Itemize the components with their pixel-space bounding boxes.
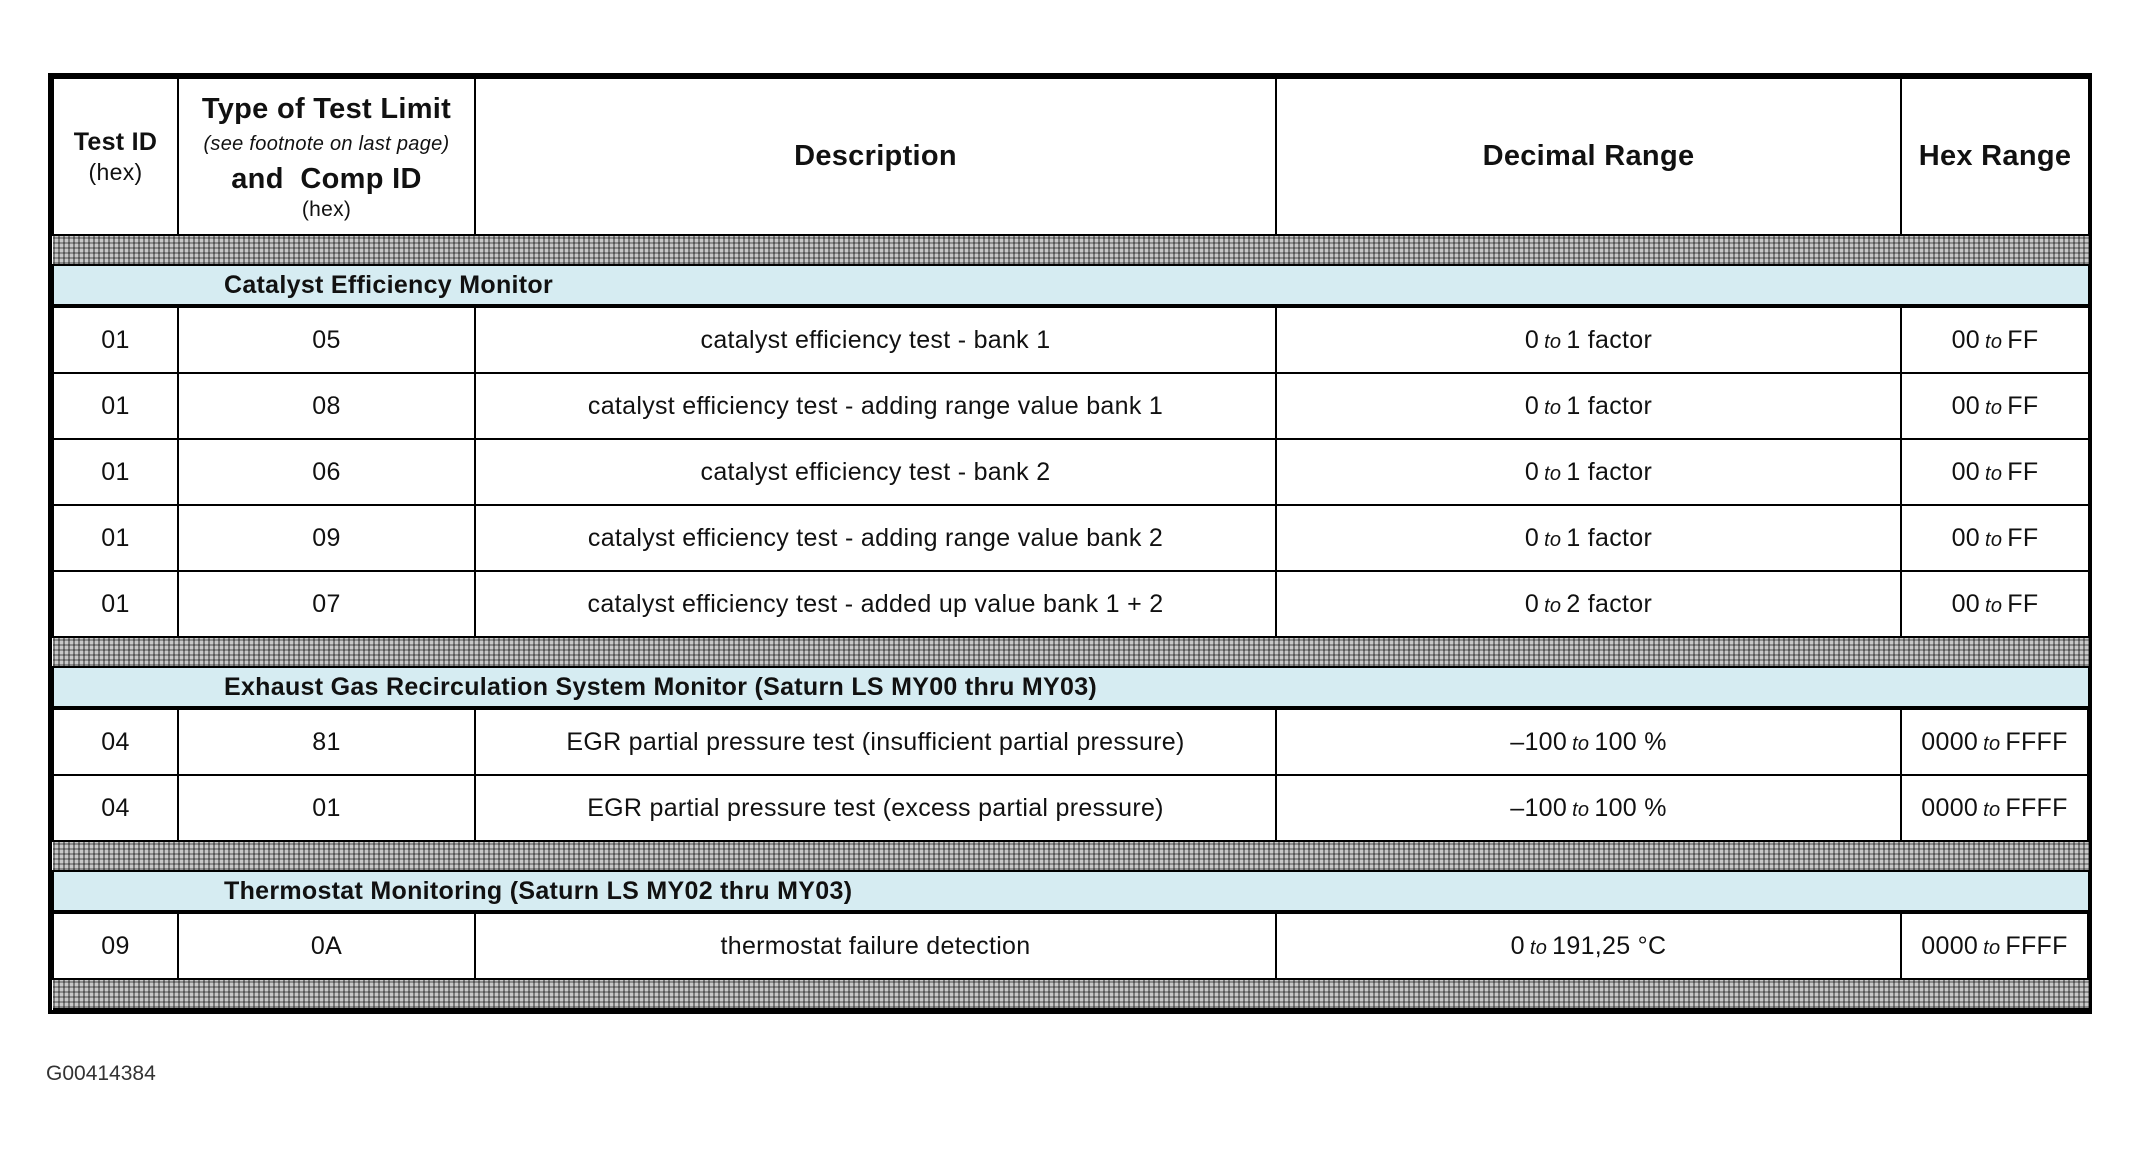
range-connector: to	[1984, 594, 2003, 617]
section-header-row	[53, 667, 2089, 708]
range-connector: to	[1544, 594, 1562, 617]
hex-range-to: FF	[2007, 523, 2039, 552]
hex-range-cell	[1901, 571, 2089, 637]
decimal-range-to: 100 %	[1594, 727, 1667, 756]
description-cell: catalyst efficiency test - adding range value bank 2	[475, 505, 1276, 571]
hex-range-cell	[1901, 439, 2089, 505]
comp-id-cell: 05	[178, 306, 475, 373]
decimal-range-from: 0	[1510, 931, 1525, 960]
header-type-note: (see footnote on last page)	[203, 132, 450, 155]
figure-id: G00414384	[46, 1062, 156, 1085]
comp-id-cell: 0A	[178, 912, 475, 979]
decimal-range-to: 100 %	[1594, 793, 1667, 822]
comp-id-cell: 08	[178, 373, 475, 439]
range-connector: to	[1983, 798, 2001, 821]
separator-band	[53, 841, 2089, 871]
separator-row	[53, 841, 2089, 871]
decimal-range-cell	[1276, 439, 1901, 505]
range-connector: to	[1529, 936, 1548, 959]
decimal-range-to: 1 factor	[1566, 457, 1653, 486]
decimal-range-from: 0	[1524, 523, 1540, 552]
table-row	[53, 306, 2089, 373]
decimal-range-from: 0	[1524, 589, 1540, 618]
decimal-range-cell	[1276, 505, 1901, 571]
range-connector: to	[1983, 732, 2001, 755]
header-description: Description	[475, 78, 1276, 235]
range-connector: to	[1572, 732, 1590, 755]
test-id-cell: 09	[53, 912, 178, 979]
hex-range-from: 00	[1951, 589, 1980, 618]
test-id-cell: 01	[53, 571, 178, 637]
comp-id-cell: 81	[178, 708, 475, 775]
separator-row	[53, 235, 2089, 265]
hex-range-to: FFFF	[2005, 727, 2068, 756]
range-connector: to	[1984, 528, 2003, 551]
table-row	[53, 912, 2089, 979]
hex-range-cell	[1901, 775, 2089, 841]
test-id-cell: 01	[53, 373, 178, 439]
hex-range-from: 00	[1951, 325, 1980, 354]
hex-range-to: FF	[2007, 391, 2039, 420]
header-test-id-label: Test ID	[73, 127, 158, 156]
separator-band	[53, 979, 2089, 1009]
decimal-range-from: 0	[1524, 457, 1540, 486]
table-row	[53, 373, 2089, 439]
decimal-range-from: –100	[1510, 727, 1568, 756]
section-header-row	[53, 265, 2089, 306]
range-connector: to	[1984, 396, 2003, 419]
range-connector: to	[1544, 330, 1562, 353]
hex-range-cell	[1901, 306, 2089, 373]
separator-row	[53, 637, 2089, 667]
hex-range-to: FFFF	[2005, 931, 2068, 960]
decimal-range-cell	[1276, 306, 1901, 373]
decimal-range-from: 0	[1524, 391, 1540, 420]
obd-test-table	[52, 77, 2091, 1010]
header-row	[53, 78, 2089, 235]
header-type-limit-label: Type of Test Limit	[201, 92, 452, 125]
comp-id-cell: 09	[178, 505, 475, 571]
hex-range-cell	[1901, 373, 2089, 439]
decimal-range-to: 1 factor	[1566, 325, 1653, 354]
separator-band	[53, 235, 2089, 265]
header-test-id	[53, 78, 178, 235]
section-title: Catalyst Efficiency Monitor	[53, 265, 2089, 306]
test-id-cell: 04	[53, 708, 178, 775]
comp-id-cell: 07	[178, 571, 475, 637]
description-cell: catalyst efficiency test - adding range value bank 1	[475, 373, 1276, 439]
table-row	[53, 775, 2089, 841]
hex-range-from: 0000	[1921, 727, 1979, 756]
table-row	[53, 439, 2089, 505]
hex-range-from: 0000	[1921, 931, 1979, 960]
comp-id-cell: 06	[178, 439, 475, 505]
obd-test-table-sheet	[48, 73, 2092, 1014]
range-connector: to	[1983, 936, 2001, 959]
table-row	[53, 505, 2089, 571]
range-connector: to	[1544, 396, 1562, 419]
decimal-range-cell	[1276, 571, 1901, 637]
hex-range-to: FF	[2007, 589, 2039, 618]
decimal-range-cell	[1276, 708, 1901, 775]
description-cell: catalyst efficiency test - bank 2	[475, 439, 1276, 505]
hex-range-to: FF	[2007, 325, 2039, 354]
decimal-range-to: 1 factor	[1566, 523, 1653, 552]
decimal-range-to: 1 factor	[1566, 391, 1653, 420]
decimal-range-cell	[1276, 775, 1901, 841]
test-id-cell: 01	[53, 439, 178, 505]
section-title: Exhaust Gas Recirculation System Monitor (Saturn LS MY00 thru MY03)	[53, 667, 2089, 708]
hex-range-from: 00	[1951, 457, 1980, 486]
test-id-cell: 01	[53, 505, 178, 571]
header-comp-id-label: and Comp ID	[231, 162, 422, 195]
header-test-id-unit: (hex)	[88, 158, 143, 185]
separator-row	[53, 979, 2089, 1009]
range-connector: to	[1984, 330, 2003, 353]
hex-range-to: FF	[2007, 457, 2039, 486]
decimal-range-from: 0	[1524, 325, 1540, 354]
decimal-range-from: –100	[1510, 793, 1568, 822]
decimal-range-cell	[1276, 912, 1901, 979]
test-id-cell: 04	[53, 775, 178, 841]
range-connector: to	[1572, 798, 1590, 821]
separator-band	[53, 637, 2089, 667]
table-row	[53, 708, 2089, 775]
range-connector: to	[1984, 462, 2003, 485]
test-id-cell: 01	[53, 306, 178, 373]
description-cell: EGR partial pressure test (excess partial pressure)	[475, 775, 1276, 841]
hex-range-to: FFFF	[2005, 793, 2068, 822]
range-connector: to	[1544, 462, 1562, 485]
hex-range-from: 00	[1951, 523, 1980, 552]
section-title: Thermostat Monitoring (Saturn LS MY02 thru MY03)	[53, 871, 2089, 912]
comp-id-cell: 01	[178, 775, 475, 841]
header-hex-range: Hex Range	[1901, 78, 2089, 235]
table-row	[53, 571, 2089, 637]
hex-range-cell	[1901, 708, 2089, 775]
decimal-range-to: 191,25 °C	[1552, 931, 1667, 960]
description-cell: EGR partial pressure test (insufficient partial pressure)	[475, 708, 1276, 775]
decimal-range-cell	[1276, 373, 1901, 439]
description-cell: catalyst efficiency test - bank 1	[475, 306, 1276, 373]
description-cell: thermostat failure detection	[475, 912, 1276, 979]
hex-range-from: 0000	[1921, 793, 1979, 822]
description-cell: catalyst efficiency test - added up value bank 1 + 2	[475, 571, 1276, 637]
header-decimal-range: Decimal Range	[1276, 78, 1901, 235]
section-header-row	[53, 871, 2089, 912]
hex-range-cell	[1901, 912, 2089, 979]
range-connector: to	[1544, 528, 1562, 551]
hex-range-cell	[1901, 505, 2089, 571]
hex-range-from: 00	[1951, 391, 1980, 420]
header-type-comp	[178, 78, 475, 235]
header-comp-id-unit: (hex)	[301, 197, 352, 221]
table-body	[53, 235, 2089, 1009]
decimal-range-to: 2 factor	[1566, 589, 1653, 618]
